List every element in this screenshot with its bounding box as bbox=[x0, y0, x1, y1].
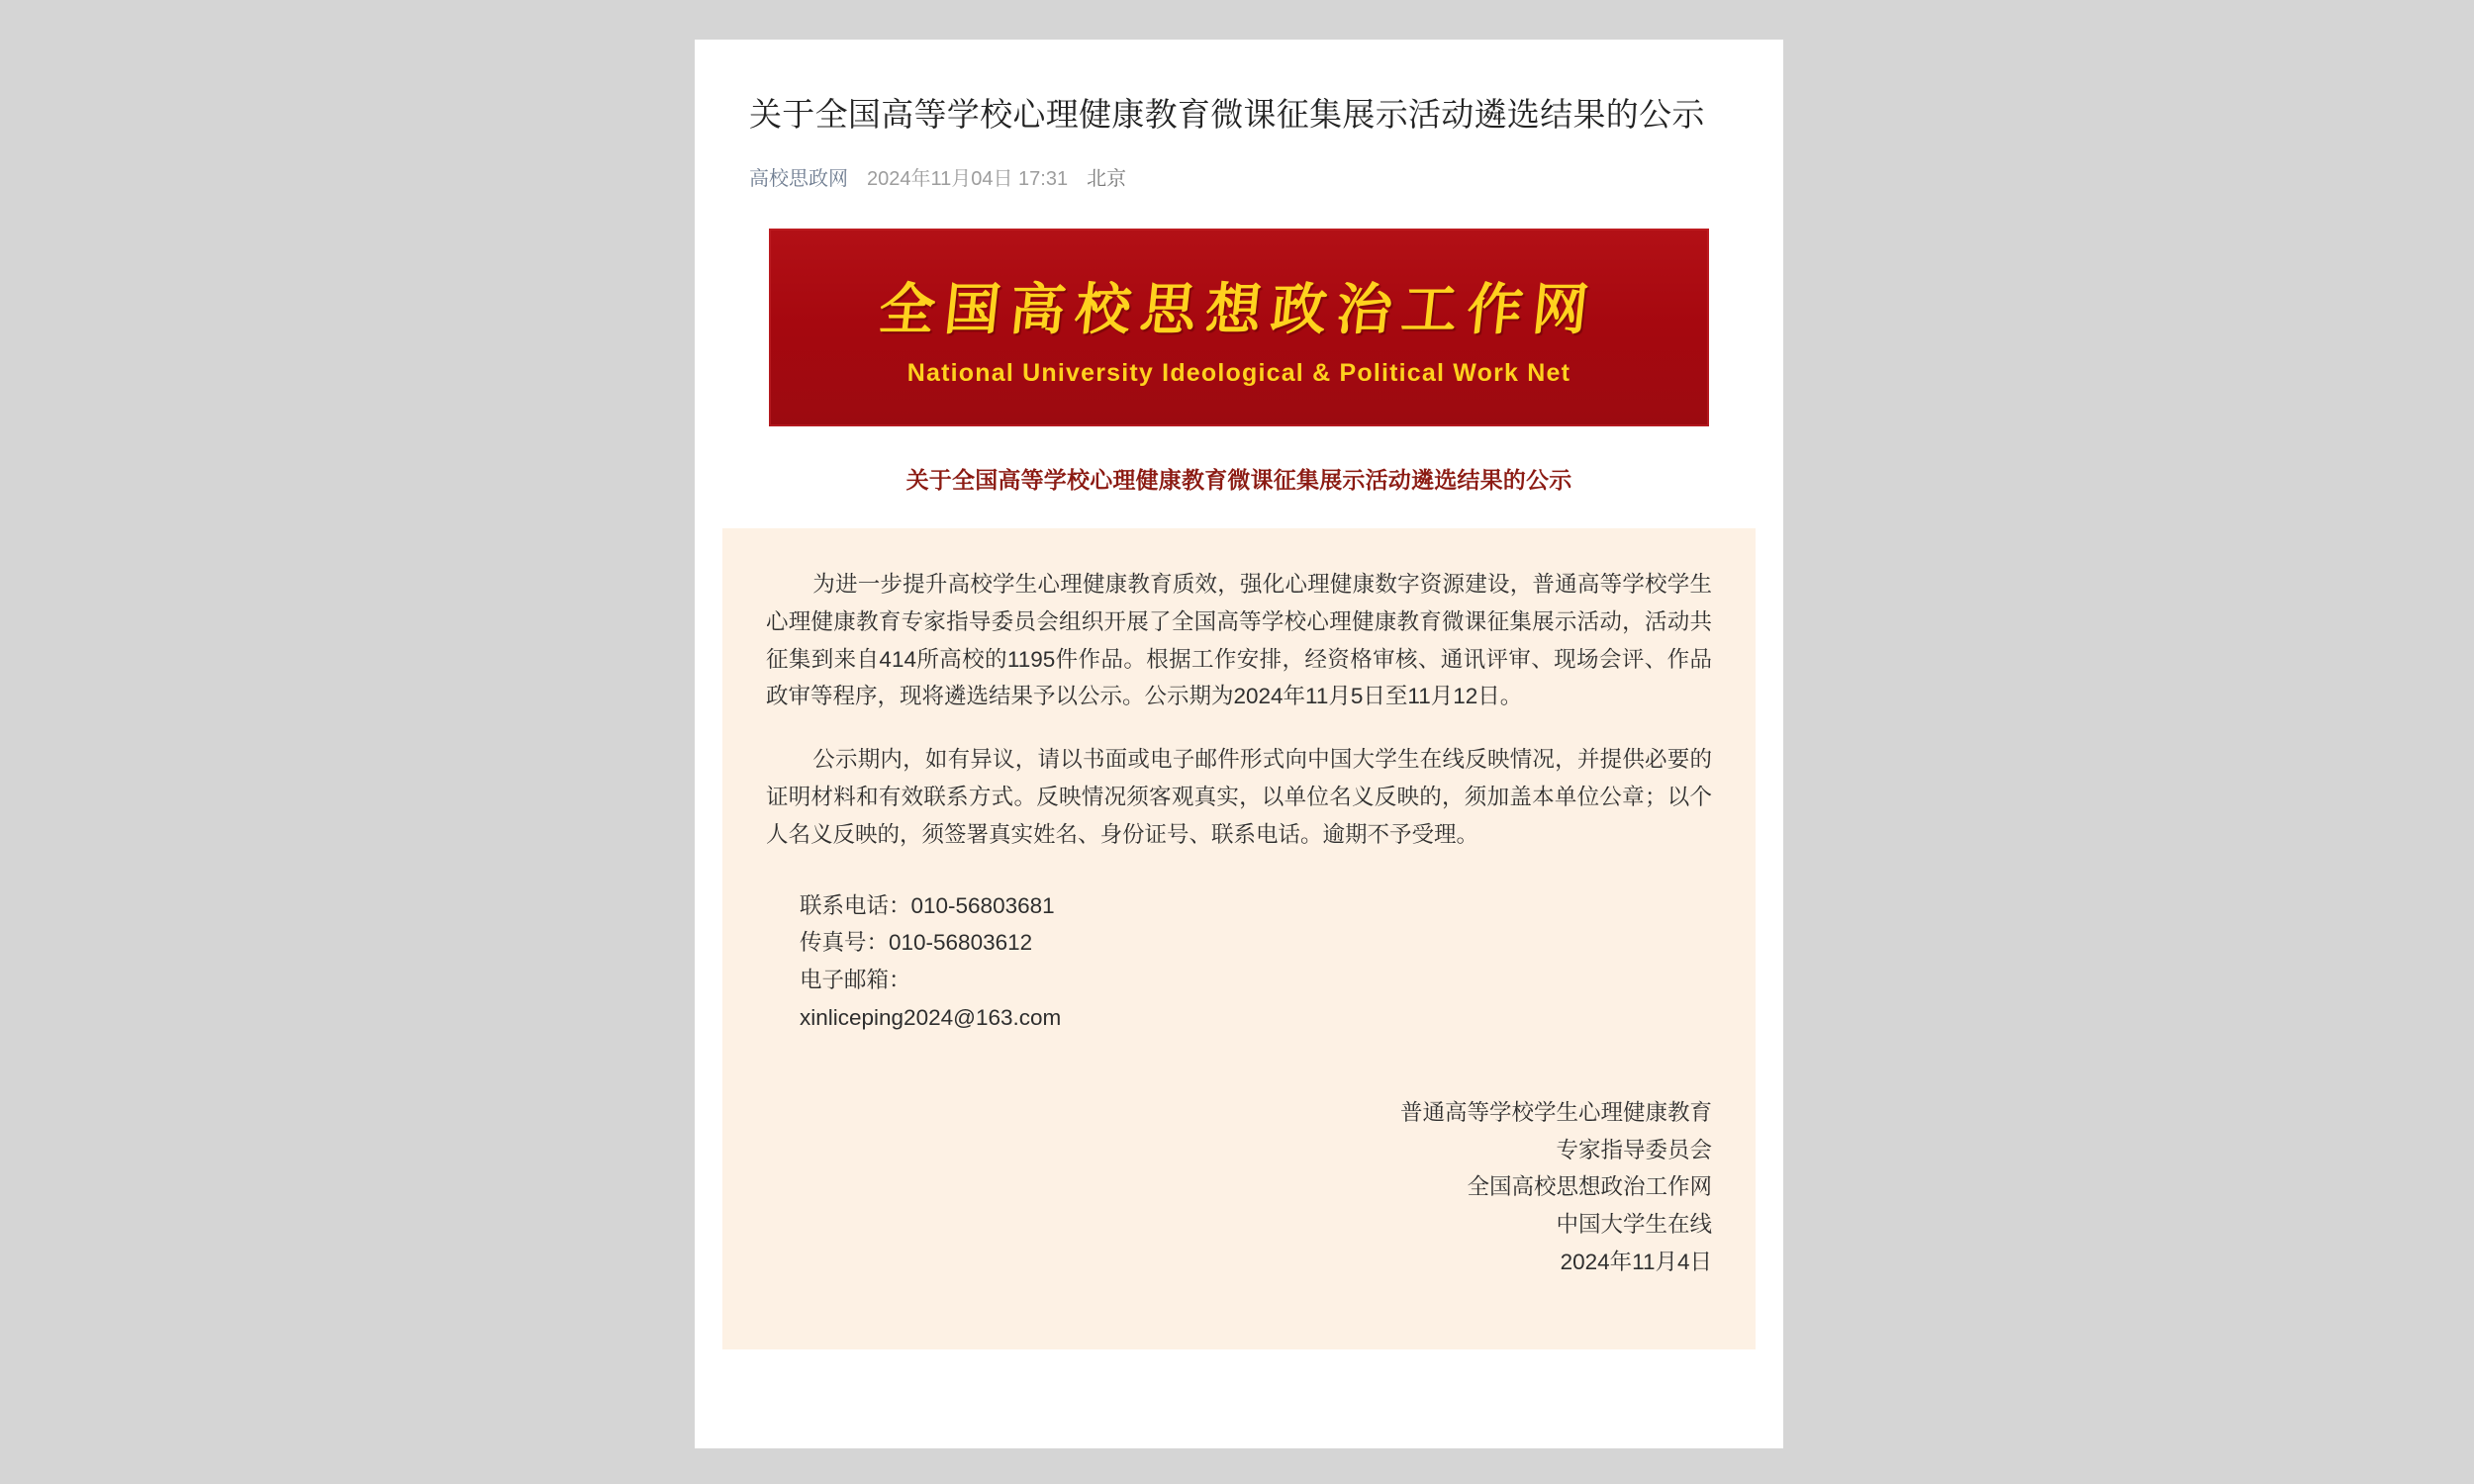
article-header bbox=[695, 40, 1783, 191]
banner-english-title: National University Ideological & Political Work Net bbox=[906, 359, 1571, 388]
meta-location: 北京 bbox=[1087, 167, 1127, 190]
article-meta bbox=[749, 162, 1729, 191]
page-title: 关于全国高等学校心理健康教育微课征集展示活动遴选结果的公示 bbox=[749, 96, 1705, 134]
document-title: 关于全国高等学校心理健康教育微课征集展示活动遴选结果的公示 bbox=[905, 466, 1572, 493]
contact-fax: 传真号：010-56803612 bbox=[800, 930, 1033, 956]
banner-chinese-title: 全国高校思想政治工作网 bbox=[876, 277, 1602, 343]
article-page bbox=[695, 40, 1783, 1448]
site-banner-image bbox=[769, 229, 1709, 426]
signature-line-4: 中国大学生在线 bbox=[1556, 1212, 1712, 1238]
signature-date: 2024年11月4日 bbox=[1560, 1249, 1712, 1274]
contact-email-address[interactable]: xinliceping2024@163.com bbox=[800, 1004, 1062, 1030]
signature-line-2: 专家指导委员会 bbox=[1556, 1137, 1712, 1162]
article-body bbox=[695, 229, 1783, 1349]
meta-source[interactable]: 高校思政网 bbox=[749, 167, 848, 190]
signature-block bbox=[766, 1094, 1712, 1281]
document-content-card bbox=[722, 528, 1756, 1349]
meta-date: 2024年11月04日 17:31 bbox=[867, 167, 1069, 190]
contact-email-label: 电子邮箱： bbox=[800, 968, 911, 993]
signature-line-1: 普通高等学校学生心理健康教育 bbox=[1399, 1099, 1712, 1125]
contact-phone: 联系电话：010-56803681 bbox=[800, 892, 1055, 918]
paragraph-1: 为进一步提升高校学生心理健康教育质效，强化心理健康数字资源建设，普通高等学校学生心理健康教育专家指导委员会组织开展了全国高等学校心理健康教育微课征集展示活动，活动共征集到来自414所高校的1195件作品。根据工作安排，经资格审核、通讯评审、现场会评、作品政审等程序，现将遴选结果予以公示。公示期为2024年11月5日至11月12日。 bbox=[766, 571, 1712, 709]
signature-line-3: 全国高校思想政治工作网 bbox=[1467, 1174, 1712, 1200]
contact-block bbox=[766, 887, 1712, 1037]
paragraph-2: 公示期内，如有异议，请以书面或电子邮件形式向中国大学生在线反映情况，并提供必要的证明材料和有效联系方式。反映情况须客观真实，以单位名义反映的，须加盖本单位公章；以个人名义反映的，须签署真实姓名、身份证号、联系电话。逾期不予受理。 bbox=[766, 747, 1712, 847]
